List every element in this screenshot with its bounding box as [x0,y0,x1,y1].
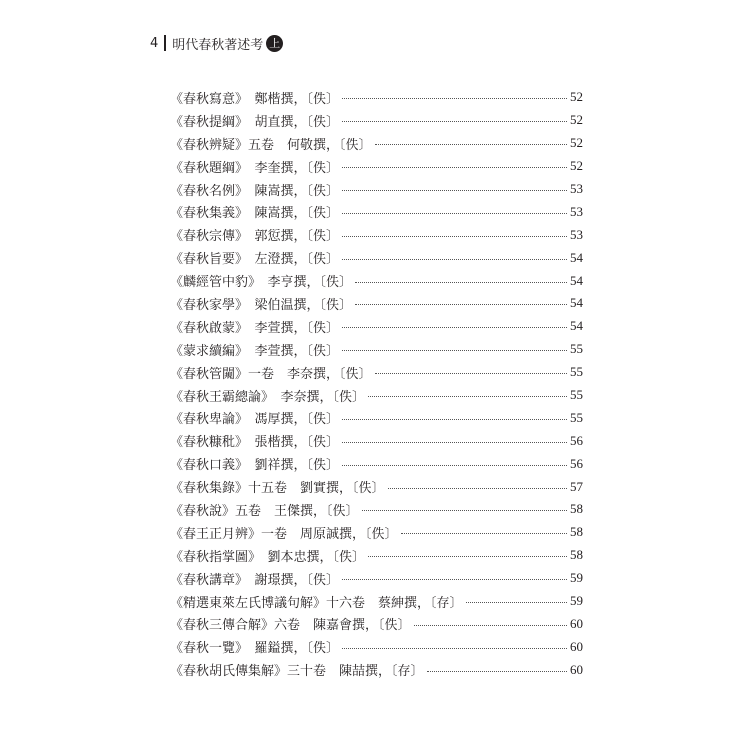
toc-entry-page: 54 [570,249,583,265]
toc-entry-page: 56 [570,455,583,471]
toc-entry-page: 55 [570,409,583,425]
toc-entry [170,590,583,613]
dot-leader [342,235,567,237]
toc-entry-title: 《春王正月辨》一卷 周原誠撰，〔佚〕 [170,526,398,542]
toc-entry [170,178,583,201]
volume-badge: 上 [266,35,283,52]
dot-leader [362,509,567,511]
toc-entry [170,269,583,292]
toc-entry [170,223,583,246]
toc-entry-page: 52 [570,135,583,151]
toc-entry-page: 58 [570,547,583,563]
toc-entry-page: 55 [570,387,583,403]
dot-leader [388,487,567,489]
toc-entry-page: 54 [570,318,583,334]
dot-leader [342,120,567,122]
dot-leader [342,464,567,466]
toc-entry [170,132,583,155]
header-divider [164,35,166,51]
dot-leader [355,281,567,283]
header-page-number: 4 [150,35,159,51]
toc-entry-page: 59 [570,570,583,586]
dot-leader [342,578,567,580]
dot-leader [342,189,567,191]
toc-entry-title: 《春秋集義》 陳嵩撰，〔佚〕 [170,206,340,222]
dot-leader [342,97,567,99]
toc-entry-title: 《春秋提綱》 胡直撰，〔佚〕 [170,114,340,130]
toc-entry-title: 《春秋啟蒙》 李萱撰，〔佚〕 [170,320,340,336]
toc-entry [170,429,583,452]
dot-leader [342,441,567,443]
toc-entry-page: 59 [570,593,583,609]
dot-leader [466,601,567,603]
toc-entry-page: 58 [570,524,583,540]
toc-entry [170,292,583,315]
toc-entry-title: 《春秋一覽》 羅鎰撰，〔佚〕 [170,641,340,657]
toc-entry [170,544,583,567]
toc-entry-title: 《春秋三傳合解》六卷 陳嘉會撰，〔佚〕 [170,618,411,634]
dot-leader [342,326,567,328]
toc-entry [170,658,583,681]
toc-entry-title: 《春秋旨要》 左澄撰，〔佚〕 [170,252,340,268]
toc-entry-page: 57 [570,478,583,494]
toc-entry-title: 《春秋宗傳》 郭愆撰，〔佚〕 [170,229,340,245]
toc-entry-page: 58 [570,501,583,517]
toc-entry-page: 52 [570,158,583,174]
toc-entry-title: 《春秋集錄》十五卷 劉實撰，〔佚〕 [170,481,385,497]
toc-entry-page: 55 [570,341,583,357]
toc-entry-page: 60 [570,638,583,654]
toc-entry [170,338,583,361]
dot-leader [427,670,567,672]
dot-leader [355,303,567,305]
toc-entry [170,361,583,384]
toc-entry-title: 《麟經管中豹》 李亨撰，〔佚〕 [170,275,353,291]
toc-entry-page: 55 [570,364,583,380]
toc-entry [170,406,583,429]
dot-leader [375,372,567,374]
toc-entry [170,109,583,132]
toc-entry-page: 54 [570,272,583,288]
toc-entry-page: 52 [570,89,583,105]
toc-entry-title: 《春秋說》五卷 王傑撰，〔佚〕 [170,503,359,519]
toc-entry-title: 《春秋家學》 梁伯温撰，〔佚〕 [170,297,353,313]
toc-entry [170,612,583,635]
table-of-contents [170,86,583,681]
toc-entry-title: 《春秋糠秕》 張楷撰，〔佚〕 [170,435,340,451]
toc-entry [170,567,583,590]
dot-leader [342,258,567,260]
dot-leader [375,143,567,145]
toc-entry-title: 《春秋卑論》 馮厚撰，〔佚〕 [170,412,340,428]
toc-entry [170,635,583,658]
toc-entry [170,155,583,178]
toc-entry-page: 53 [570,181,583,196]
running-header [150,32,283,54]
dot-leader [342,166,567,168]
toc-entry-title: 《蒙求續編》 李萱撰，〔佚〕 [170,343,340,359]
dot-leader [342,212,567,214]
book-title: 明代春秋著述考 [172,37,264,53]
dot-leader [368,395,567,397]
toc-entry-title: 《精選東萊左氏博議句解》十六卷 蔡紳撰，〔存〕 [170,595,463,611]
toc-entry [170,315,583,338]
toc-entry-title: 《春秋題綱》 李奎撰，〔佚〕 [170,160,340,176]
dot-leader [401,532,567,534]
toc-entry [170,498,583,521]
toc-entry-title: 《春秋管闚》一卷 李奈撰，〔佚〕 [170,366,372,382]
toc-entry-title: 《春秋辨疑》五卷 何敬撰，〔佚〕 [170,137,372,153]
toc-entry-page: 60 [570,661,583,677]
toc-entry-title: 《春秋王霸總論》 李奈撰，〔佚〕 [170,389,366,405]
toc-entry-title: 《春秋講章》 謝璟撰，〔佚〕 [170,572,340,588]
toc-entry [170,200,583,223]
toc-entry-page: 53 [570,226,583,242]
toc-entry-title: 《春秋胡氏傳集解》三十卷 陳喆撰，〔存〕 [170,664,424,680]
toc-entry [170,86,583,109]
toc-entry [170,384,583,407]
toc-entry [170,521,583,544]
dot-leader [342,647,567,649]
toc-entry-page: 56 [570,432,583,448]
toc-entry-page: 60 [570,615,583,631]
dot-leader [342,418,567,420]
dot-leader [368,555,567,557]
toc-entry [170,246,583,269]
toc-entry-page: 53 [570,203,583,219]
toc-entry-title: 《春秋名例》 陳嵩撰，〔佚〕 [170,183,340,199]
toc-entry [170,452,583,475]
toc-entry-title: 《春秋寫意》 鄭楷撰，〔佚〕 [170,91,340,107]
toc-entry [170,475,583,498]
toc-entry-title: 《春秋口義》 劉祥撰，〔佚〕 [170,458,340,474]
toc-entry-page: 52 [570,112,583,128]
dot-leader [414,624,567,626]
toc-entry-page: 54 [570,295,583,311]
dot-leader [342,349,567,351]
toc-entry-title: 《春秋指掌圖》 劉本忠撰，〔佚〕 [170,549,366,565]
